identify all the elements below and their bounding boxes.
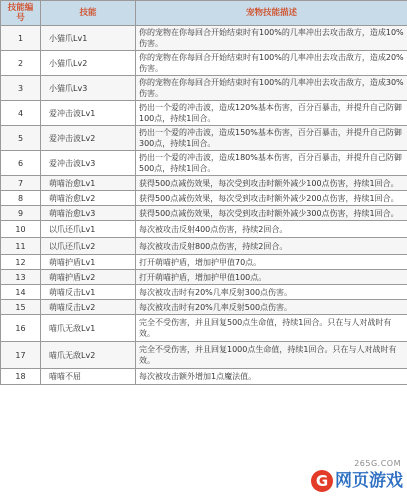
table-row	[1, 270, 407, 285]
skill-name-cell: 爱冲击波Lv3	[41, 151, 136, 176]
table-row	[1, 176, 407, 191]
table-row	[1, 151, 407, 176]
skill-description-cell: 完全不受伤害，并且回复500点生命值，持续1回合。只在与人对战时有效。	[136, 315, 407, 342]
skill-number-cell: 7	[1, 176, 41, 191]
skill-description-cell: 扔出一个爱的冲击波，造成150%基本伤害，百分百暴击，并提升自己防御300点，持续1回合。	[136, 126, 407, 151]
skill-name-cell: 小猫爪Lv2	[41, 51, 136, 76]
skill-description-cell: 每次被攻击反射400点伤害，持续2回合。	[136, 221, 407, 238]
skill-number-cell: 1	[1, 26, 41, 51]
skill-description-cell: 你的宠物在你每回合开始结束时有100%的几率冲出去攻击敌方，造成10%伤害。	[136, 26, 407, 51]
table-row	[1, 285, 407, 300]
skill-name-cell: 萌喵治愈Lv3	[41, 206, 136, 221]
skill-description-cell: 你的宠物在你每回合开始结束时有100%的几率冲出去攻击敌方，造成20%伤害。	[136, 51, 407, 76]
skill-number-cell: 12	[1, 255, 41, 270]
skill-name-cell: 萌喵治愈Lv2	[41, 191, 136, 206]
table-row	[1, 101, 407, 126]
skill-number-cell: 16	[1, 315, 41, 342]
skill-description-cell: 每次被攻击时有20%几率反射300点伤害。	[136, 285, 407, 300]
skill-name-cell: 萌喵反击Lv2	[41, 300, 136, 315]
skill-number-cell: 8	[1, 191, 41, 206]
skill-name-cell: 喵爪无敌Lv2	[41, 342, 136, 369]
table-row	[1, 206, 407, 221]
skill-name-cell: 萌喵护盾Lv2	[41, 270, 136, 285]
skill-description-cell: 扔出一个爱的冲击波，造成180%基本伤害，百分百暴击，并提升自己防御500点，持续1回合。	[136, 151, 407, 176]
table-row	[1, 300, 407, 315]
table-row	[1, 238, 407, 255]
skill-description-cell: 你的宠物在你每回合开始结束时有100%的几率冲出去攻击敌方，造成30%伤害。	[136, 76, 407, 101]
header-skill-number: 技能编号	[1, 1, 41, 26]
skill-number-cell: 14	[1, 285, 41, 300]
skill-name-cell: 爱冲击波Lv2	[41, 126, 136, 151]
skill-number-cell: 13	[1, 270, 41, 285]
skill-number-cell: 18	[1, 369, 41, 385]
skill-name-cell: 喵喵不屈	[41, 369, 136, 385]
skill-number-cell: 17	[1, 342, 41, 369]
skill-description-cell: 打开萌喵护盾，增加护甲值100点。	[136, 270, 407, 285]
skill-number-cell: 6	[1, 151, 41, 176]
skill-description-cell: 获得500点减伤效果，每次受到攻击时额外减少100点伤害，持续1回合。	[136, 176, 407, 191]
site-watermark	[293, 459, 403, 497]
skill-description-cell: 完全不受伤害，并且回复1000点生命值，持续1回合。只在与人对战时有效。	[136, 342, 407, 369]
table-row	[1, 255, 407, 270]
header-skill-name: 技能	[41, 1, 136, 26]
table-row	[1, 26, 407, 51]
table-row	[1, 191, 407, 206]
table-row	[1, 369, 407, 385]
table-row	[1, 315, 407, 342]
table-row	[1, 51, 407, 76]
skill-number-cell: 5	[1, 126, 41, 151]
skill-name-cell: 萌喵反击Lv1	[41, 285, 136, 300]
skill-number-cell: 2	[1, 51, 41, 76]
skill-name-cell: 喵爪无敌Lv1	[41, 315, 136, 342]
table-row	[1, 342, 407, 369]
skill-name-cell: 以爪还爪Lv1	[41, 221, 136, 238]
table-body	[1, 26, 407, 385]
skill-description-cell: 每次被攻击时有20%几率反射500点伤害。	[136, 300, 407, 315]
table-row	[1, 221, 407, 238]
skill-description-cell: 获得500点减伤效果，每次受到攻击时额外减少300点伤害，持续1回合。	[136, 206, 407, 221]
skill-description-cell: 获得500点减伤效果，每次受到攻击时额外减少200点伤害，持续1回合。	[136, 191, 407, 206]
watermark-g-logo-icon: G	[311, 470, 333, 492]
skill-name-cell: 小猫爪Lv3	[41, 76, 136, 101]
watermark-domain: 265G.COM	[354, 459, 401, 468]
table-header-row	[1, 1, 407, 26]
skill-name-cell: 以爪还爪Lv2	[41, 238, 136, 255]
skill-number-cell: 10	[1, 221, 41, 238]
skill-description-cell: 打开萌喵护盾，增加护甲值70点。	[136, 255, 407, 270]
skill-description-cell: 扔出一个爱的冲击波，造成120%基本伤害，百分百暴击，并提升自己防御100点，持续1回合。	[136, 101, 407, 126]
skill-name-cell: 爱冲击波Lv1	[41, 101, 136, 126]
watermark-brand-text: 网页游戏	[335, 471, 403, 491]
watermark-logo	[311, 470, 403, 492]
skill-number-cell: 4	[1, 101, 41, 126]
table-row	[1, 76, 407, 101]
skill-number-cell: 15	[1, 300, 41, 315]
skill-name-cell: 小猫爪Lv1	[41, 26, 136, 51]
table-row	[1, 126, 407, 151]
skill-name-cell: 萌喵治愈Lv1	[41, 176, 136, 191]
skill-name-cell: 萌喵护盾Lv1	[41, 255, 136, 270]
skill-description-cell: 每次被攻击反射800点伤害，持续2回合。	[136, 238, 407, 255]
skill-number-cell: 11	[1, 238, 41, 255]
skill-number-cell: 9	[1, 206, 41, 221]
skill-description-cell: 每次被攻击额外增加1点魔法值。	[136, 369, 407, 385]
header-skill-description: 宠物技能描述	[136, 1, 407, 26]
skill-number-cell: 3	[1, 76, 41, 101]
